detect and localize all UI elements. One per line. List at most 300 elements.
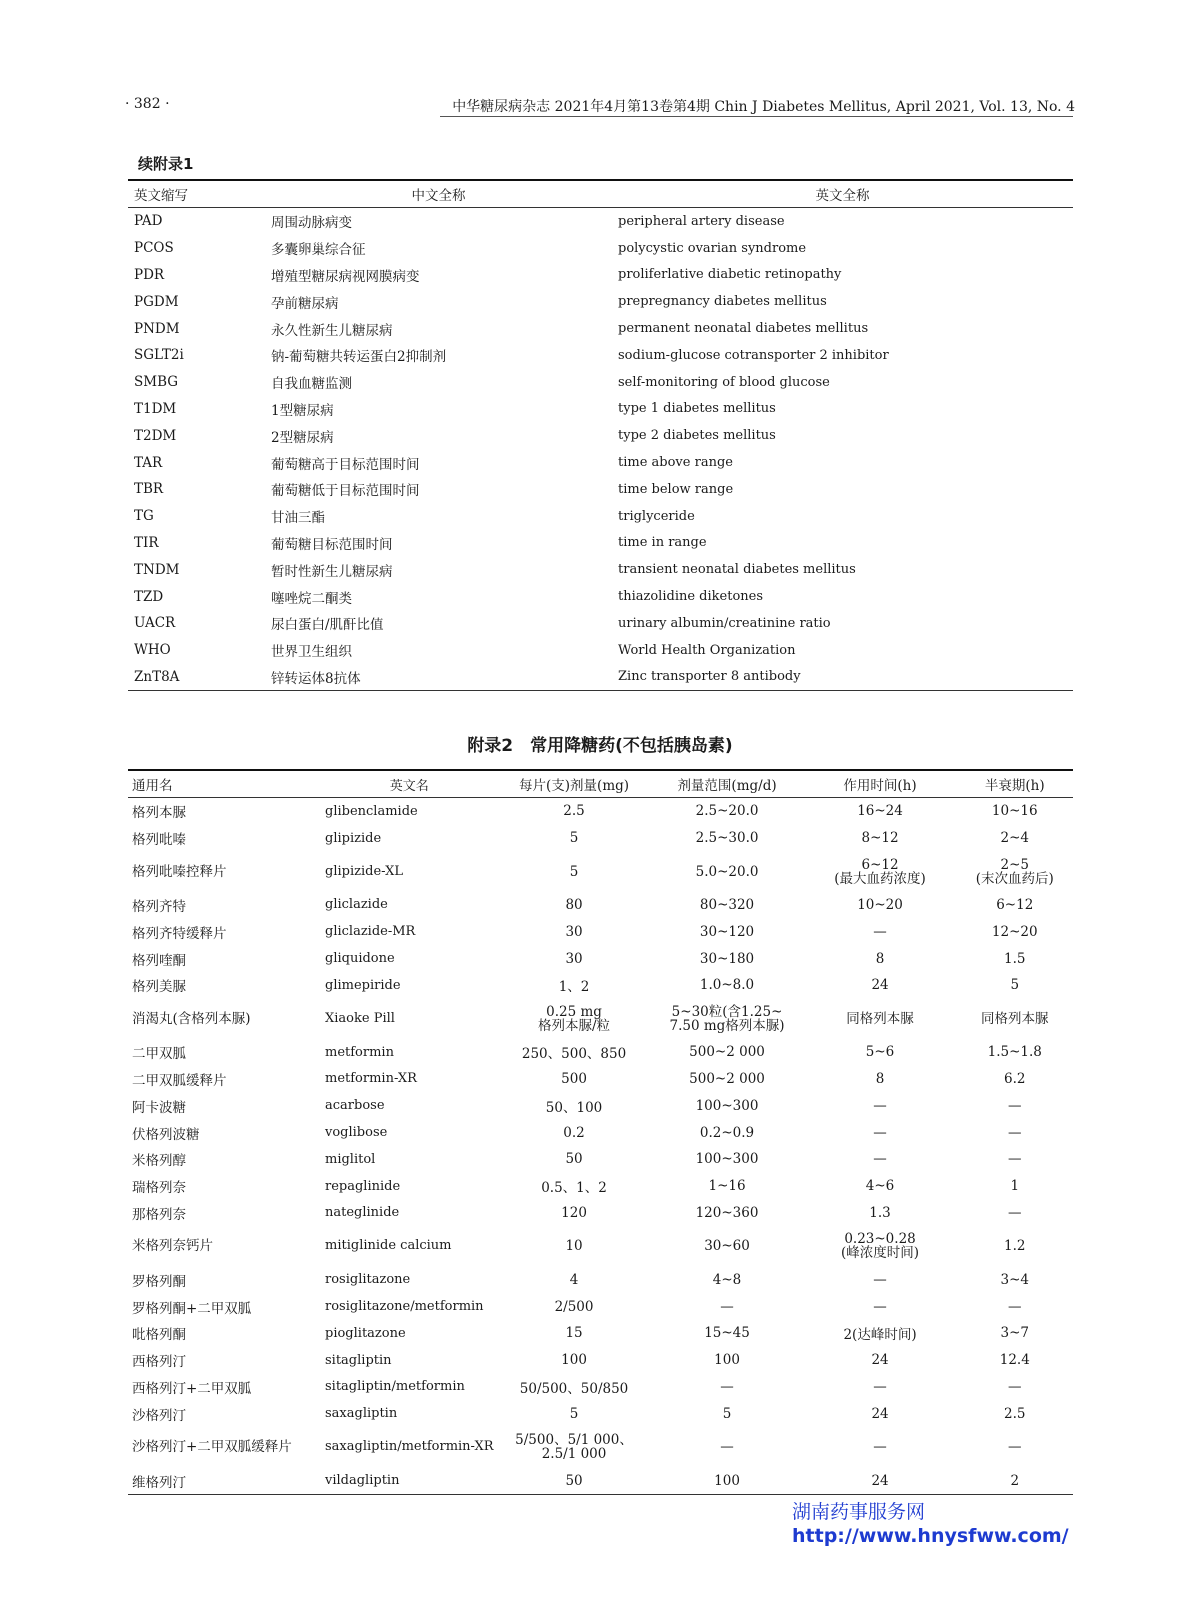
english-name-cell: transient neonatal diabetes mellitus <box>618 562 856 578</box>
duration-cell <box>804 1066 957 1093</box>
english-name-cell <box>321 1266 498 1293</box>
table-row <box>128 1146 1073 1173</box>
chinese-name-cell: 周围动脉病变 <box>271 215 352 232</box>
english-name-cell: triglyceride <box>618 508 695 524</box>
cell-text-line: 2.5~30.0 <box>695 830 759 847</box>
dose-per-tablet-cell <box>498 1092 651 1119</box>
cell-text-line: 5 <box>722 1405 732 1422</box>
generic-name-cell <box>128 1146 321 1173</box>
generic-name-cell <box>128 825 321 852</box>
abbr-cell: PNDM <box>134 320 180 337</box>
cell-text-line: 50、100 <box>545 1099 603 1116</box>
table-header-row <box>128 770 1073 798</box>
english-name-cell <box>321 1200 498 1227</box>
abbr-cell: TBR <box>134 481 164 498</box>
generic-name-cell <box>128 1374 321 1401</box>
cell-text-line: 1.2 <box>1004 1238 1026 1255</box>
english-name-cell: permanent neonatal diabetes mellitus <box>618 321 869 337</box>
generic-name-cell <box>128 1427 321 1467</box>
cell-text-line: — <box>873 1124 887 1141</box>
chinese-name-cell: 葡萄糖高于目标范围时间 <box>271 456 420 473</box>
cell-text-line: 消渴丸(含格列本脲) <box>132 1010 251 1027</box>
chinese-name-cell: 甘油三酯 <box>271 510 325 527</box>
drug-table-body <box>128 798 1073 1495</box>
generic-name-cell <box>128 1266 321 1293</box>
cell-text-line: 格列吡嗪 <box>132 832 186 849</box>
abbr-cell: SMBG <box>134 374 179 391</box>
duration-cell <box>804 1200 957 1227</box>
cell-text-line: 80~320 <box>699 896 755 913</box>
cell-text-line: 2~5 <box>1000 856 1030 873</box>
col-header-generic-name: 通用名 <box>128 770 321 798</box>
table-row <box>128 1200 1073 1227</box>
dose-per-tablet-cell <box>498 1374 651 1401</box>
duration-cell <box>804 1119 957 1146</box>
duration-cell <box>804 1173 957 1200</box>
table-row <box>128 1039 1073 1066</box>
english-name-cell: sodium-glucose cotransporter 2 inhibitor <box>618 347 889 363</box>
dose-range-cell <box>651 1146 804 1173</box>
english-name-cell <box>321 1467 498 1494</box>
cell-text-line: 格列美脲 <box>132 979 186 996</box>
dose-per-tablet-cell <box>498 1146 651 1173</box>
duration-cell <box>804 918 957 945</box>
cell-text-line: 5/500、5/1 000、 <box>515 1432 633 1449</box>
half-life-cell <box>957 945 1073 972</box>
half-life-cell <box>957 825 1073 852</box>
cell-text-line: 格列喹酮 <box>132 952 186 969</box>
abbr-cell: TIR <box>134 534 159 551</box>
english-name-cell <box>321 1226 498 1266</box>
dose-per-tablet-cell <box>498 1320 651 1347</box>
cell-text-line: 1.0~8.0 <box>699 977 755 994</box>
dose-range-cell <box>651 798 804 825</box>
col-header-dose-per-tablet: 每片(支)剂量(mg) <box>498 770 651 798</box>
english-name-cell: time below range <box>618 481 734 497</box>
cell-text-line: 5.0~20.0 <box>695 863 759 880</box>
cell-text-line: 1、2 <box>558 979 590 996</box>
cell-text-line: repaglinide <box>325 1178 401 1194</box>
duration-cell <box>804 1146 957 1173</box>
dose-per-tablet-cell <box>498 999 651 1039</box>
table-row <box>128 1066 1073 1093</box>
cell-text-line: 50/500、50/850 <box>519 1380 629 1397</box>
half-life-cell <box>957 1173 1073 1200</box>
english-name-cell <box>321 1320 498 1347</box>
cell-text-line: vildagliptin <box>325 1473 400 1489</box>
dose-per-tablet-cell <box>498 825 651 852</box>
table-row <box>128 1092 1073 1119</box>
cell-text-line: 6.2 <box>1004 1070 1026 1087</box>
watermark-site-name: 湖南药事服务网 <box>792 1501 926 1523</box>
abbr-cell: UACR <box>134 615 176 632</box>
cell-text-line: — <box>1008 1097 1022 1114</box>
cell-text-line: 80 <box>565 896 583 913</box>
cell-text-line: 24 <box>871 1405 889 1422</box>
abbr-cell: T1DM <box>134 400 177 417</box>
abbr-cell: WHO <box>134 642 171 659</box>
cell-text-line: 二甲双胍 <box>132 1046 186 1063</box>
table-row <box>128 208 1073 235</box>
cell-text-line: 罗格列酮 <box>132 1273 186 1290</box>
abbr-cell: TNDM <box>134 561 180 578</box>
table-row <box>128 892 1073 919</box>
half-life-cell <box>957 1226 1073 1266</box>
chinese-name-cell: 噻唑烷二酮类 <box>271 590 352 607</box>
cell-text-line: 120~360 <box>695 1204 759 1221</box>
table-row <box>128 1374 1073 1401</box>
col-header-abbr: 英文缩写 <box>128 180 265 208</box>
cell-text-line: 1.5~1.8 <box>987 1044 1042 1061</box>
abbreviation-table <box>128 179 1073 691</box>
table-row <box>128 235 1073 262</box>
dose-range-cell <box>651 1066 804 1093</box>
dose-per-tablet-cell <box>498 1293 651 1320</box>
cell-text-line: glipizide <box>325 830 382 846</box>
english-name-cell <box>321 1400 498 1427</box>
cell-text-line: sitagliptin <box>325 1352 392 1368</box>
col-header-half-life: 半衰期(h) <box>957 770 1073 798</box>
dose-per-tablet-cell <box>498 1200 651 1227</box>
abbr-cell: TZD <box>134 588 164 605</box>
dose-range-cell <box>651 945 804 972</box>
half-life-cell <box>957 1374 1073 1401</box>
generic-name-cell <box>128 999 321 1039</box>
cell-text-line: 2~4 <box>1000 830 1030 847</box>
generic-name-cell <box>128 918 321 945</box>
generic-name-cell <box>128 1320 321 1347</box>
generic-name-cell <box>128 1226 321 1266</box>
cell-text-line: 8 <box>875 1070 885 1087</box>
cell-text-line: 15 <box>565 1325 583 1342</box>
cell-text-line: 0.23~0.28 <box>844 1231 916 1248</box>
half-life-cell <box>957 1320 1073 1347</box>
cell-text-line: nateglinide <box>325 1205 400 1221</box>
dose-range-cell <box>651 1092 804 1119</box>
table-header-row <box>128 180 1073 208</box>
english-name-cell <box>321 1347 498 1374</box>
english-name-cell: self-monitoring of blood glucose <box>618 374 830 390</box>
drug-table <box>128 769 1073 1495</box>
table-row <box>128 610 1073 637</box>
english-name-cell: type 2 diabetes mellitus <box>618 428 776 444</box>
cell-text-line: voglibose <box>325 1125 388 1141</box>
table-row <box>128 1293 1073 1320</box>
generic-name-cell <box>128 892 321 919</box>
watermark <box>792 1500 1069 1548</box>
table-row <box>128 637 1073 664</box>
cell-text-line: 二甲双胍缓释片 <box>132 1072 227 1089</box>
cell-text-line: 100 <box>714 1472 740 1489</box>
cell-text-line: (末次血药后) <box>975 870 1054 887</box>
table-row <box>128 945 1073 972</box>
duration-cell <box>804 1467 957 1494</box>
abbreviation-table-body <box>128 208 1073 691</box>
chinese-name-cell: 锌转运体8抗体 <box>265 664 612 691</box>
cell-text-line: — <box>720 1439 734 1456</box>
cell-text-line: 5~6 <box>865 1044 895 1061</box>
cell-text-line: 50 <box>565 1472 583 1489</box>
duration-cell <box>804 1266 957 1293</box>
cell-text-line: 5~30粒(含1.25~ <box>671 1003 783 1020</box>
half-life-cell <box>957 1400 1073 1427</box>
half-life-cell <box>957 1266 1073 1293</box>
cell-text-line: — <box>873 923 887 940</box>
duration-cell <box>804 1347 957 1374</box>
cell-text-line: 0.2 <box>563 1124 585 1141</box>
half-life-cell <box>957 852 1073 892</box>
cell-text-line: 500 <box>561 1070 587 1087</box>
table-row <box>128 449 1073 476</box>
cell-text-line: 2.5/1 000 <box>541 1446 607 1463</box>
dose-per-tablet-cell <box>498 798 651 825</box>
cell-text-line: 10~16 <box>991 803 1038 820</box>
table-row <box>128 1347 1073 1374</box>
dose-per-tablet-cell <box>498 1427 651 1467</box>
english-name-cell: time above range <box>618 455 733 471</box>
english-name-cell <box>321 1293 498 1320</box>
cell-text-line: 6~12 <box>861 856 899 873</box>
cell-text-line: 沙格列汀 <box>132 1407 186 1424</box>
dose-range-cell <box>651 1200 804 1227</box>
dose-per-tablet-cell <box>498 1173 651 1200</box>
table-row <box>128 999 1073 1039</box>
appendix2-caption: 附录2 常用降糖药(不包括胰岛素) <box>467 736 733 756</box>
dose-per-tablet-cell <box>498 1066 651 1093</box>
generic-name-cell <box>128 1092 321 1119</box>
cell-text-line: 500~2 000 <box>689 1070 765 1087</box>
cell-text-line: 10 <box>565 1238 583 1255</box>
watermark-url[interactable]: http://www.hnysfww.com/ <box>792 1525 1069 1547</box>
cell-text-line: 12~20 <box>991 923 1038 940</box>
col-header-chinese: 中文全称 <box>265 180 612 208</box>
dose-range-cell <box>651 1320 804 1347</box>
cell-text-line: 格列本脲 <box>132 805 186 822</box>
cell-text-line: 维格列汀 <box>132 1474 186 1491</box>
half-life-cell <box>957 1119 1073 1146</box>
cell-text-line: — <box>1008 1124 1022 1141</box>
cell-text-line: 2 <box>1010 1472 1020 1489</box>
english-name-cell <box>321 1119 498 1146</box>
cell-text-line: mitiglinide calcium <box>325 1238 452 1254</box>
table-row <box>128 476 1073 503</box>
cell-text-line: 100~300 <box>695 1097 759 1114</box>
dose-range-cell <box>651 1347 804 1374</box>
table-row <box>128 556 1073 583</box>
cell-text-line: 沙格列汀+二甲双胍缓释片 <box>132 1439 292 1456</box>
appendix1-caption: 续附录1 <box>138 155 194 173</box>
dose-range-cell <box>651 1427 804 1467</box>
half-life-cell <box>957 972 1073 999</box>
duration-cell <box>804 1092 957 1119</box>
abbr-cell: ZnT8A <box>128 664 265 691</box>
cell-text-line: 米格列奈钙片 <box>132 1238 213 1255</box>
table-row <box>128 396 1073 423</box>
chinese-name-cell: 葡萄糖目标范围时间 <box>271 536 393 553</box>
cell-text-line: — <box>873 1378 887 1395</box>
cell-text-line: 100 <box>561 1352 587 1369</box>
dose-range-cell <box>651 1173 804 1200</box>
english-name-cell <box>321 1092 498 1119</box>
dose-per-tablet-cell <box>498 945 651 972</box>
cell-text-line: rosiglitazone/metformin <box>325 1299 484 1315</box>
cell-text-line: 同格列本脲 <box>846 1010 914 1027</box>
cell-text-line: 5 <box>569 863 579 880</box>
cell-text-line: gliclazide <box>325 897 388 913</box>
generic-name-cell <box>128 1293 321 1320</box>
cell-text-line: 1.3 <box>869 1204 891 1221</box>
duration-cell <box>804 999 957 1039</box>
cell-text-line: 西格列汀 <box>132 1354 186 1371</box>
dose-range-cell <box>651 918 804 945</box>
duration-cell <box>804 825 957 852</box>
abbr-cell: T2DM <box>134 427 177 444</box>
cell-text-line: 6~12 <box>996 896 1034 913</box>
dose-range-cell <box>651 1293 804 1320</box>
table-row <box>128 798 1073 825</box>
cell-text-line: 吡格列酮 <box>132 1327 186 1344</box>
table-row <box>128 422 1073 449</box>
english-name-cell: peripheral artery disease <box>618 213 785 229</box>
cell-text-line: rosiglitazone <box>325 1272 411 1288</box>
duration-cell <box>804 1400 957 1427</box>
cell-text-line: 同格列本脲 <box>981 1010 1049 1027</box>
duration-cell <box>804 945 957 972</box>
cell-text-line: — <box>873 1271 887 1288</box>
cell-text-line: 7.50 mg格列本脲) <box>669 1017 785 1034</box>
generic-name-cell <box>128 1347 321 1374</box>
english-name-cell: urinary albumin/creatinine ratio <box>618 615 831 631</box>
generic-name-cell <box>128 1200 321 1227</box>
english-name-cell <box>321 1374 498 1401</box>
cell-text-line: 0.2~0.9 <box>699 1124 755 1141</box>
abbr-cell: PAD <box>134 213 163 230</box>
chinese-name-cell: 多囊卵巢综合征 <box>271 242 366 259</box>
col-header-english-name: 英文名 <box>321 770 498 798</box>
english-name-cell: time in range <box>618 535 707 551</box>
english-name-cell: World Health Organization <box>618 642 796 658</box>
dose-range-cell <box>651 825 804 852</box>
english-name-cell <box>321 1427 498 1467</box>
english-name-cell <box>321 1066 498 1093</box>
cell-text-line: 1~16 <box>708 1178 746 1195</box>
english-name-cell: prepregnancy diabetes mellitus <box>618 294 827 310</box>
cell-text-line: 250、500、850 <box>521 1046 627 1063</box>
cell-text-line: 30~180 <box>699 950 755 967</box>
cell-text-line: 0.5、1、2 <box>541 1180 607 1197</box>
cell-text-line: 30~60 <box>704 1238 750 1255</box>
table-row <box>128 825 1073 852</box>
cell-text-line: 1 <box>1010 1178 1020 1195</box>
cell-text-line: — <box>873 1439 887 1456</box>
english-name-cell <box>321 1146 498 1173</box>
abbr-cell: TG <box>134 508 154 525</box>
cell-text-line: 30 <box>565 923 583 940</box>
cell-text-line: 12.4 <box>999 1352 1030 1369</box>
table-row <box>128 369 1073 396</box>
duration-cell <box>804 1226 957 1266</box>
half-life-cell <box>957 1293 1073 1320</box>
generic-name-cell <box>128 1173 321 1200</box>
cell-text-line: 格列齐特 <box>132 898 186 915</box>
table-row <box>128 262 1073 289</box>
duration-cell <box>804 1427 957 1467</box>
table-row <box>128 1266 1073 1293</box>
abbr-cell: PDR <box>134 266 165 283</box>
col-header-english: 英文全称 <box>612 180 1073 208</box>
cell-text-line: — <box>1008 1378 1022 1395</box>
abbr-cell: SGLT2i <box>134 347 184 364</box>
table-row <box>128 918 1073 945</box>
cell-text-line: 100~300 <box>695 1151 759 1168</box>
dose-per-tablet-cell <box>498 1400 651 1427</box>
dose-per-tablet-cell <box>498 1119 651 1146</box>
english-name-cell <box>321 825 498 852</box>
half-life-cell <box>957 999 1073 1039</box>
cell-text-line: 15~45 <box>704 1325 750 1342</box>
half-life-cell <box>957 918 1073 945</box>
journal-header: 中华糖尿病杂志 2021年4月第13卷第4期 Chin J Diabetes Mellitus, April 2021, Vol. 13, No. 4 <box>452 99 1075 115</box>
cell-text-line: miglitol <box>325 1151 376 1167</box>
dose-range-cell <box>651 1119 804 1146</box>
dose-range-cell <box>651 1039 804 1066</box>
half-life-cell <box>957 1092 1073 1119</box>
duration-cell <box>804 892 957 919</box>
english-name-cell: proliferlative diabetic retinopathy <box>618 267 842 283</box>
cell-text-line: — <box>1008 1151 1022 1168</box>
cell-text-line: 格列齐特缓释片 <box>132 925 227 942</box>
dose-per-tablet-cell <box>498 852 651 892</box>
half-life-cell <box>957 1039 1073 1066</box>
dose-per-tablet-cell <box>498 918 651 945</box>
dose-per-tablet-cell <box>498 892 651 919</box>
abbr-cell: PGDM <box>134 293 179 310</box>
table-row <box>128 1467 1073 1494</box>
cell-text-line: 30 <box>565 950 583 967</box>
generic-name-cell <box>128 972 321 999</box>
chinese-name-cell: 钠-葡萄糖共转运蛋白2抑制剂 <box>271 349 447 366</box>
cell-text-line: — <box>1008 1204 1022 1221</box>
page-number: · 382 · <box>125 96 170 112</box>
chinese-name-cell: 孕前糖尿病 <box>271 295 339 312</box>
cell-text-line: glipizide-XL <box>325 863 403 879</box>
cell-text-line: (峰浓度时间) <box>841 1245 920 1262</box>
cell-text-line: 2/500 <box>554 1298 594 1315</box>
chinese-name-cell: 自我血糖监测 <box>271 376 352 393</box>
dose-range-cell <box>651 1374 804 1401</box>
generic-name-cell <box>128 1066 321 1093</box>
generic-name-cell <box>128 1400 321 1427</box>
cell-text-line: 8~12 <box>861 830 899 847</box>
cell-text-line: 3~4 <box>1000 1271 1030 1288</box>
cell-text-line: 500~2 000 <box>689 1044 765 1061</box>
table-row <box>128 342 1073 369</box>
half-life-cell <box>957 1347 1073 1374</box>
cell-text-line: pioglitazone <box>325 1325 406 1341</box>
english-name-cell: polycystic ovarian syndrome <box>618 240 807 256</box>
cell-text-line: 24 <box>871 1352 889 1369</box>
cell-text-line: gliquidone <box>325 951 395 967</box>
cell-text-line: 西格列汀+二甲双胍 <box>132 1380 252 1397</box>
cell-text-line: 4 <box>569 1271 579 1288</box>
generic-name-cell <box>128 852 321 892</box>
table-row <box>128 972 1073 999</box>
duration-cell <box>804 1039 957 1066</box>
table-row <box>128 1320 1073 1347</box>
english-name-cell <box>321 918 498 945</box>
cell-text-line: saxagliptin/metformin-XR <box>325 1439 494 1455</box>
col-header-dose-range: 剂量范围(mg/d) <box>651 770 804 798</box>
